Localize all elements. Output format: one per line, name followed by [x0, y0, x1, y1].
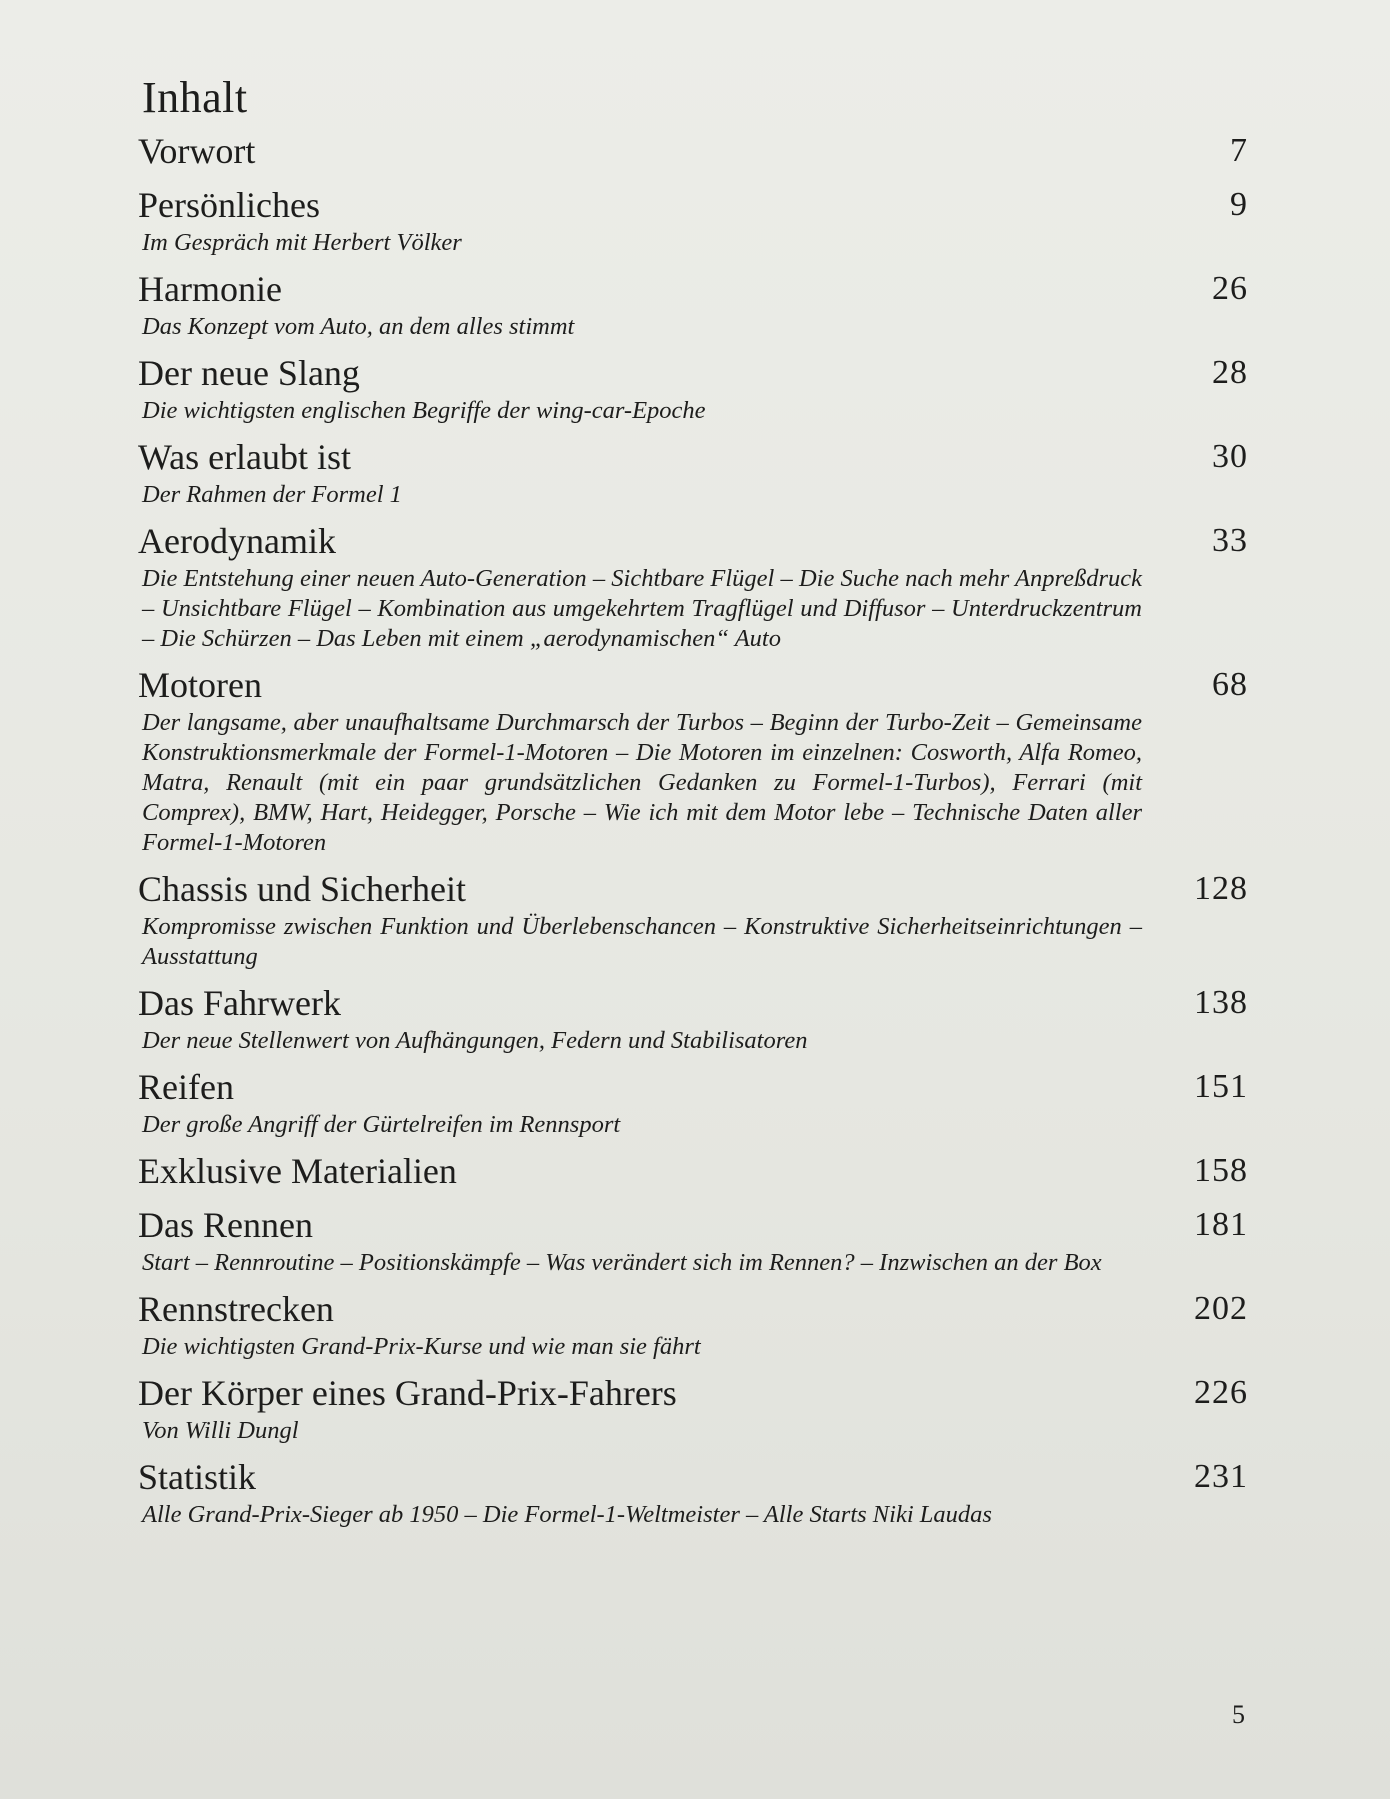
- toc-entry-title: Persönliches: [138, 185, 320, 225]
- toc-entry-title: Chassis und Sicherheit: [138, 869, 466, 909]
- toc-entry-subtitle: Der große Angriff der Gürtelreifen im Rennsport: [142, 1111, 621, 1138]
- toc-entry-head: [138, 182, 1248, 228]
- toc-entry-head: [138, 980, 1248, 1026]
- toc-entry-head: [138, 128, 1248, 174]
- toc-entry-head: [138, 350, 1248, 396]
- toc-entry: [138, 266, 1248, 342]
- toc-entry-title: Exklusive Materialien: [138, 1151, 457, 1191]
- toc-entry-subtitle: Die Entstehung einer neuen Auto-Generation – Sichtbare Flügel – Die Suche nach mehr Anpreßdruck – Unsichtbare Flügel – Kombination aus umgekehrtem Tragflügel und Diffusor – Unterdruckzentrum – Die Schürzen – Das Leben mit einem „aerodynamischen“ Auto: [142, 565, 1142, 652]
- toc-entry-subtitle: Der Rahmen der Formel 1: [142, 481, 402, 508]
- toc-entry-subtitle: Start – Rennroutine – Positionskämpfe – Was verändert sich im Rennen? – Inzwischen an der Box: [142, 1249, 1102, 1276]
- toc-entry-title: Rennstrecken: [138, 1289, 334, 1329]
- toc-entry-title: Was erlaubt ist: [138, 437, 352, 477]
- toc-entry-head: [138, 518, 1248, 564]
- toc-entry-head: [138, 266, 1248, 312]
- toc-entry-subtitle: Kompromisse zwischen Funktion und Überlebenschancen – Konstruktive Sicherheitseinrichtungen – Ausstattung: [142, 913, 1142, 970]
- toc-entry-head: [138, 662, 1248, 708]
- toc-entry: [138, 350, 1248, 426]
- toc-entry-subtitle: Die wichtigsten englischen Begriffe der wing-car-Epoche: [142, 397, 706, 424]
- toc-entry: [138, 1286, 1248, 1362]
- toc-entry: [138, 1148, 1248, 1194]
- toc-entry-page: 26: [1212, 270, 1248, 307]
- toc-entry-head: [138, 866, 1248, 912]
- toc-entry: [138, 1370, 1248, 1446]
- toc-entry-title: Der Körper eines Grand-Prix-Fahrers: [138, 1373, 677, 1413]
- toc-entry-head: [138, 1148, 1248, 1194]
- toc-entry-page: 181: [1194, 1206, 1248, 1243]
- toc-entry-head: [138, 434, 1248, 480]
- toc-entry-page: 202: [1194, 1290, 1248, 1327]
- toc-entry-subtitle: Der langsame, aber unaufhaltsame Durchmarsch der Turbos – Beginn der Turbo-Zeit – Gemeinsame Konstruktionsmerkmale der Formel-1-Motoren – Die Motoren im einzelnen: Cosworth, Alfa Romeo, Matra, Renault (mit ein paar grundsätzlichen Gedanken zu Formel-1-Turbos), Ferrari (mit Comprex), BMW, Hart, Heidegger, Porsche – Wie ich mit dem Motor lebe – Technische Daten aller Formel-1-Motoren: [142, 709, 1142, 856]
- toc-entry-page: 28: [1212, 354, 1248, 391]
- toc-entry-subtitle: Der neue Stellenwert von Aufhängungen, Federn und Stabilisatoren: [142, 1027, 808, 1054]
- toc-entry-title: Motoren: [138, 665, 262, 705]
- toc-entry: [138, 434, 1248, 510]
- toc-entry-subtitle: Von Willi Dungl: [142, 1417, 299, 1444]
- toc-entry-title: Das Rennen: [138, 1205, 313, 1245]
- toc-entry-title: Vorwort: [138, 131, 256, 171]
- toc-entry: [138, 1454, 1248, 1530]
- toc-entry-head: [138, 1454, 1248, 1500]
- toc-entry-page: 226: [1194, 1374, 1248, 1411]
- toc-entry-subtitle: Alle Grand-Prix-Sieger ab 1950 – Die Formel-1-Weltmeister – Alle Starts Niki Laudas: [142, 1501, 992, 1528]
- toc-entry-page: 33: [1212, 522, 1248, 559]
- toc-entry-page: 30: [1212, 438, 1248, 475]
- toc-entry: [138, 662, 1248, 858]
- toc-entry-head: [138, 1202, 1248, 1248]
- toc-entry-page: 128: [1194, 870, 1248, 907]
- toc-entry-head: [138, 1064, 1248, 1110]
- toc-entry-page: 7: [1230, 132, 1248, 169]
- toc-entry: [138, 980, 1248, 1056]
- toc-entry-title: Harmonie: [138, 269, 282, 309]
- toc-entry-page: 68: [1212, 666, 1248, 703]
- toc-entry-title: Der neue Slang: [138, 353, 360, 393]
- toc-list: [138, 128, 1248, 1538]
- toc-entry-subtitle: Im Gespräch mit Herbert Völker: [142, 229, 462, 256]
- toc-entry-page: 138: [1194, 984, 1248, 1021]
- toc-entry-subtitle: Die wichtigsten Grand-Prix-Kurse und wie man sie fährt: [142, 1333, 701, 1360]
- toc-entry-page: 231: [1194, 1458, 1248, 1495]
- toc-entry: [138, 128, 1248, 174]
- toc-entry-page: 9: [1230, 186, 1248, 223]
- toc-entry-page: 151: [1194, 1068, 1248, 1105]
- toc-entry-head: [138, 1286, 1248, 1332]
- toc-heading: Inhalt: [142, 73, 248, 122]
- toc-entry-title: Reifen: [138, 1067, 234, 1107]
- toc-entry: [138, 518, 1248, 654]
- toc-entry-title: Statistik: [138, 1457, 257, 1497]
- toc-entry: [138, 1064, 1248, 1140]
- toc-entry: [138, 1202, 1248, 1278]
- toc-entry-head: [138, 1370, 1248, 1416]
- toc-entry-title: Das Fahrwerk: [138, 983, 341, 1023]
- toc-entry: [138, 866, 1248, 972]
- page-number: 5: [1232, 1700, 1245, 1729]
- toc-entry-page: 158: [1194, 1152, 1248, 1189]
- toc-entry-subtitle: Das Konzept vom Auto, an dem alles stimmt: [142, 313, 575, 340]
- toc-entry: [138, 182, 1248, 258]
- toc-entry-title: Aerodynamik: [138, 521, 336, 561]
